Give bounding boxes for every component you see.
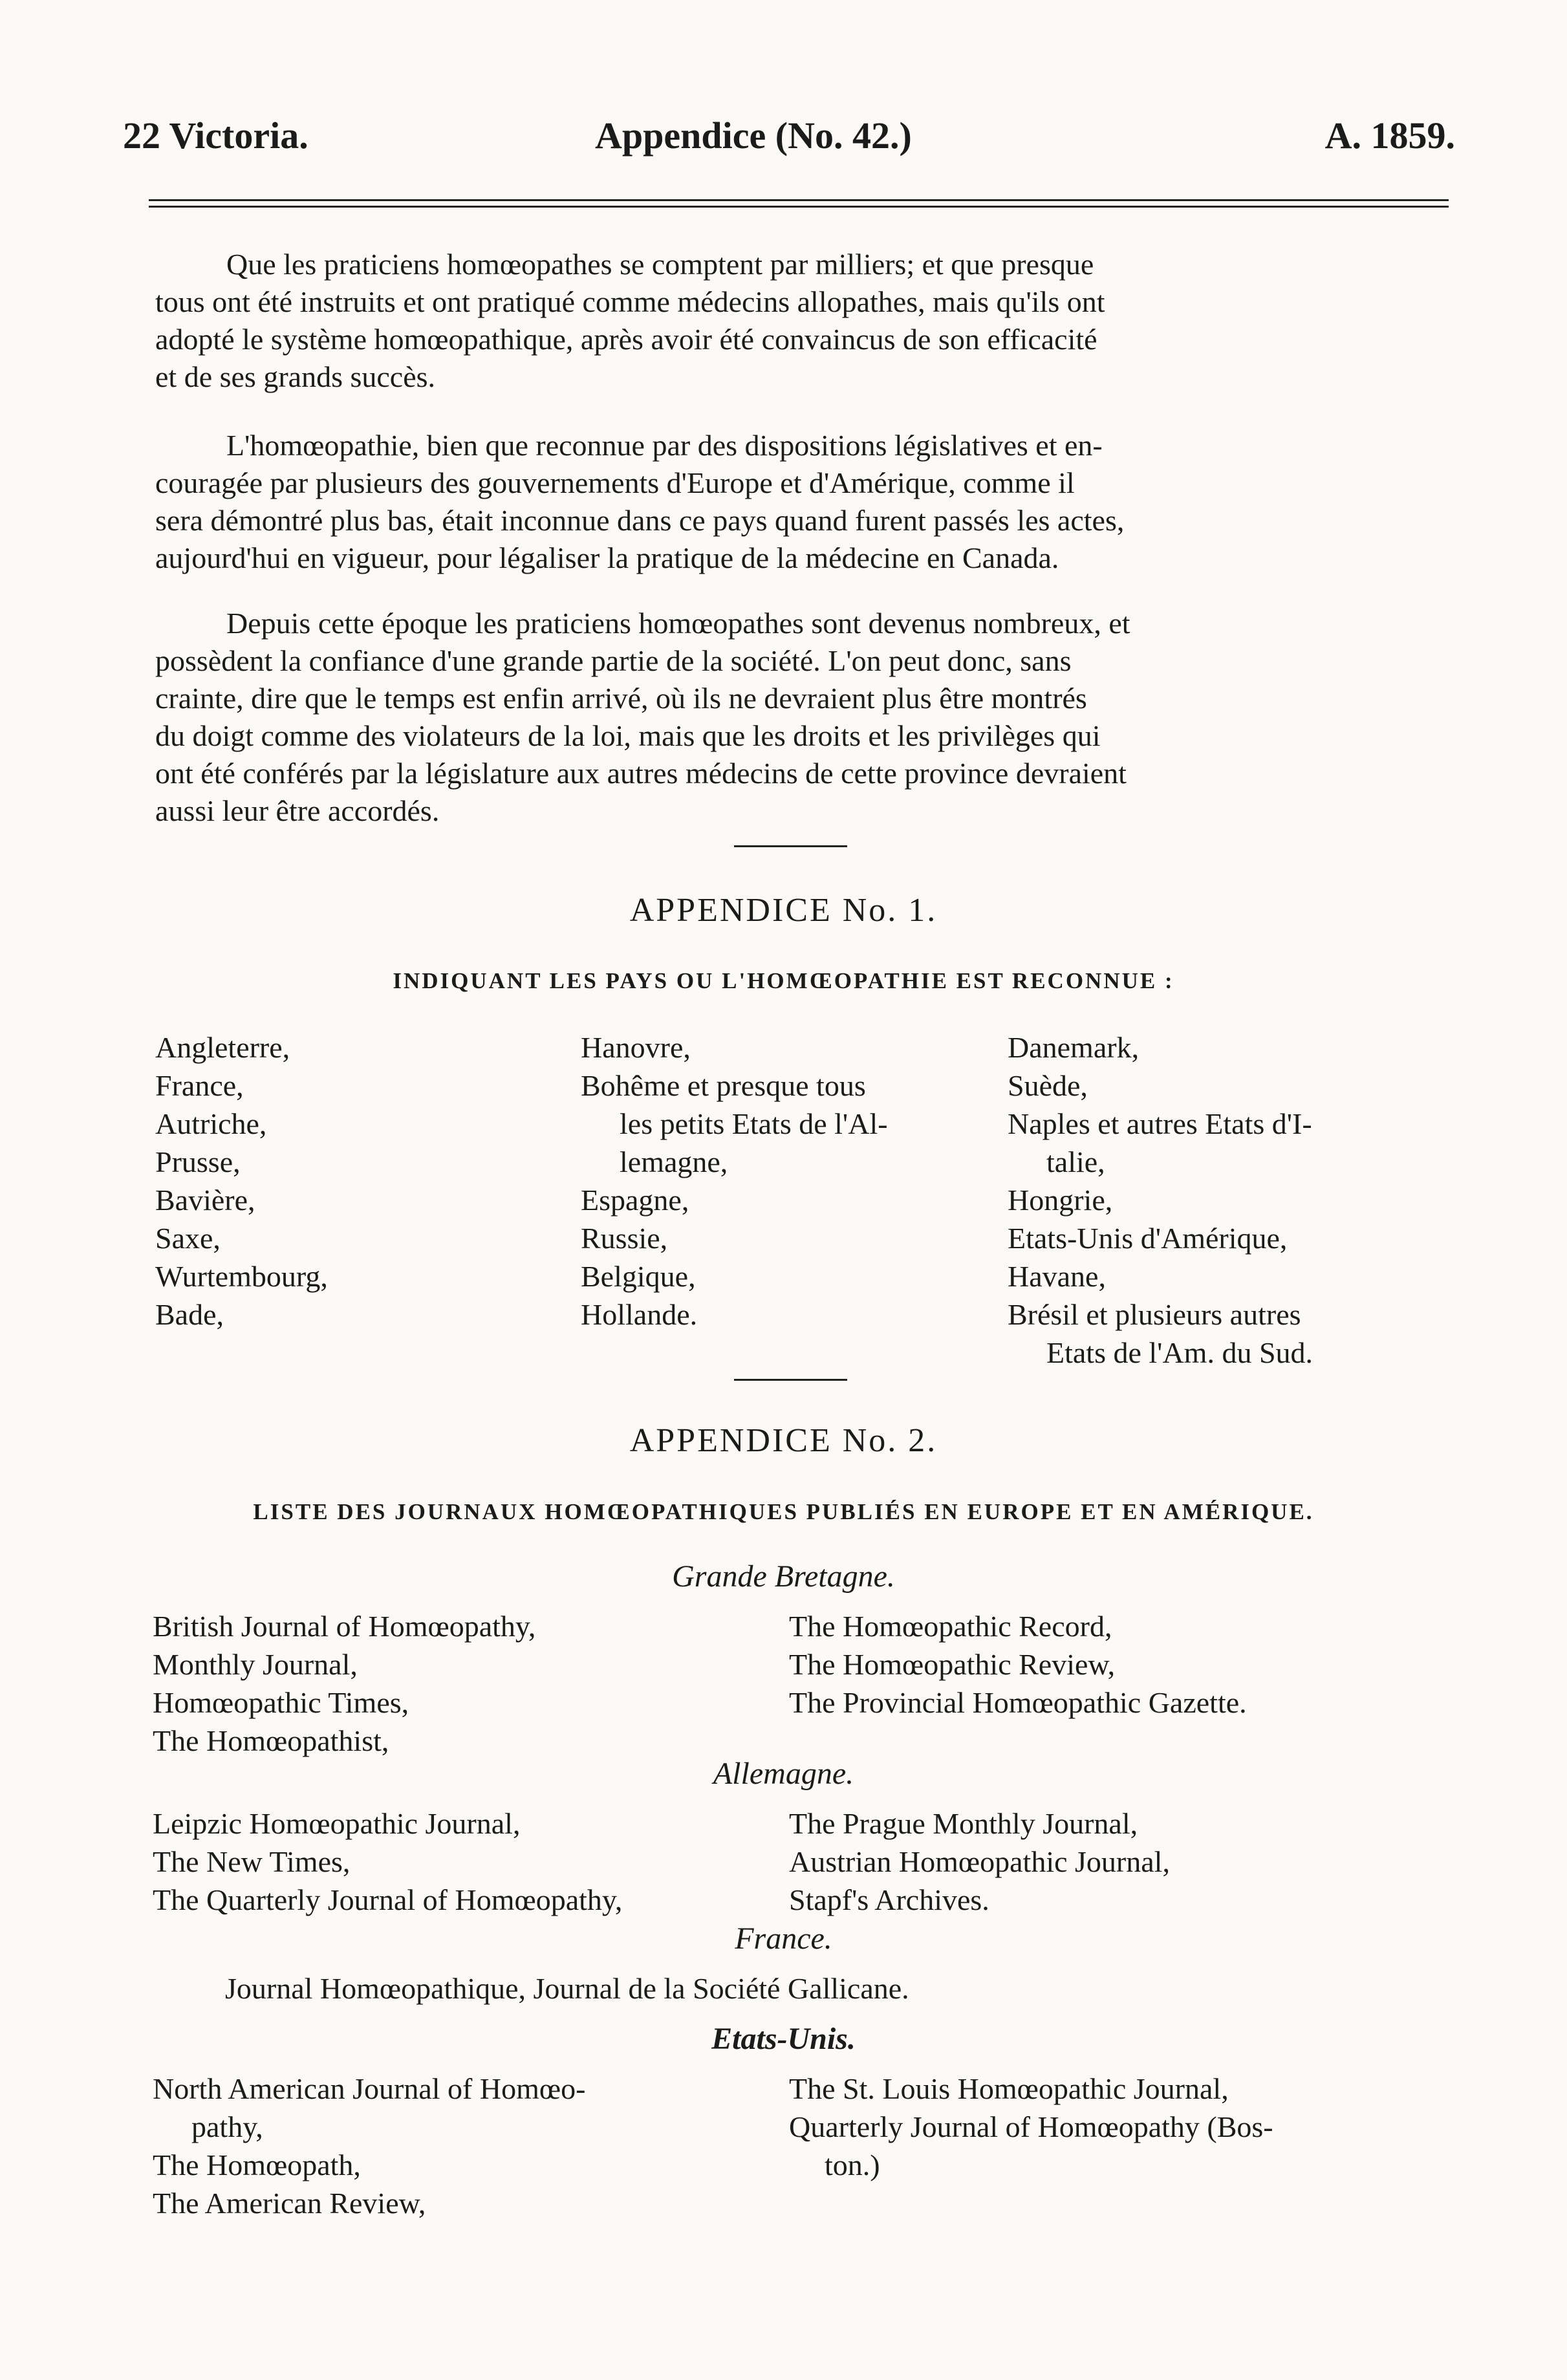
country-item: Russie, [581,1222,668,1255]
country-item: les petits Etats de l'Al- [620,1107,888,1140]
journal-item: Austrian Homœopathic Journal, [789,1845,1170,1878]
paragraph-2 [155,427,1439,577]
country-item: Angleterre, [155,1031,290,1064]
country-item: Hongrie, [1008,1184,1113,1217]
journals-de-left [153,1804,622,1919]
country-item: Etats-Unis d'Amérique, [1008,1222,1288,1255]
country-item: Belgique, [581,1260,696,1293]
para-line: Que les praticiens homœopathes se comptent par milliers; et que presque [226,248,1094,281]
para-line: adopté le système homœopathique, après avoir été convaincus de son efficacité [155,323,1097,356]
journal-item: Leipzic Homœopathic Journal, [153,1807,521,1840]
countries-column-3 [1008,1028,1313,1372]
country-item: Bade, [155,1298,224,1331]
country-item: lemagne, [620,1145,728,1178]
journal-item: The Quarterly Journal of Homœopathy, [153,1883,623,1916]
appendix-1-subtitle: INDIQUANT LES PAYS OU L'HOMŒOPATHIE EST RECONNUE : [393,968,1174,993]
header-rule-top [149,199,1449,201]
country-item: talie, [1046,1145,1105,1178]
page-header [123,114,1455,166]
country-item: Saxe, [155,1222,221,1255]
journals-fr [225,1969,909,2007]
journal-item: North American Journal of Homœo- [153,2072,586,2105]
journal-item: The St. Louis Homœopathic Journal, [789,2072,1229,2105]
journal-item: The Provincial Homœopathic Gazette. [789,1686,1247,1719]
country-item: France, [155,1069,244,1102]
journals-gb-right [789,1607,1247,1722]
country-item: Hanovre, [581,1031,691,1064]
header-rule-bottom [149,206,1449,208]
journal-item: The New Times, [153,1845,351,1878]
paragraph-1 [155,246,1439,396]
para-line: aussi leur être accordés. [155,794,440,827]
region-heading-de: Allemagne. [713,1757,854,1791]
header-session: 22 Victoria. [123,114,308,157]
journal-item: The Prague Monthly Journal, [789,1807,1138,1840]
journal-item: Homœopathic Times, [153,1686,409,1719]
journal-item: Journal Homœopathique, Journal de la Société Gallicane. [225,1972,909,2005]
journal-item: pathy, [191,2110,263,2143]
journal-item: The Homœopathic Review, [789,1648,1116,1681]
journal-item: Quarterly Journal of Homœopathy (Bos- [789,2110,1273,2143]
para-line: crainte, dire que le temps est enfin arrivé, où ils ne devraient plus être montrés [155,682,1087,715]
country-item: Wurtembourg, [155,1260,328,1293]
country-item: Bohême et presque tous [581,1069,866,1102]
para-line: du doigt comme des violateurs de la loi, mais que les droits et les privilèges qui [155,719,1101,752]
journal-item: British Journal of Homœopathy, [153,1610,536,1643]
country-item: Naples et autres Etats d'I- [1008,1107,1312,1140]
para-line: L'homœopathie, bien que reconnue par des dispositions législatives et en- [226,429,1103,462]
country-item: Espagne, [581,1184,689,1217]
country-item: Etats de l'Am. du Sud. [1046,1336,1313,1369]
journal-item: The Homœopathist, [153,1724,389,1757]
appendix-2-subtitle: LISTE DES JOURNAUX HOMŒOPATHIQUES PUBLIÉS EN EUROPE ET EN AMÉRIQUE. [253,1499,1314,1524]
para-line: tous ont été instruits et ont pratiqué comme médecins allopathes, mais qu'ils ont [155,285,1105,318]
journals-de-right [789,1804,1170,1919]
countries-column-1 [155,1028,328,1334]
section-divider [734,1379,847,1381]
appendix-2-title: APPENDICE No. 2. [629,1422,938,1459]
region-heading-fr: France. [735,1921,832,1956]
para-line: couragée par plusieurs des gouvernements d'Europe et d'Amérique, comme il [155,466,1075,499]
journal-item: The Homœopath, [153,2148,361,2181]
para-line: possèdent la confiance d'une grande partie de la société. L'on peut donc, sans [155,644,1072,677]
region-heading-gb: Grande Bretagne. [672,1559,895,1594]
journals-us-right [789,2070,1273,2184]
country-item: Brésil et plusieurs autres [1008,1298,1301,1331]
header-title: Appendice (No. 42.) [595,114,912,157]
journal-item: ton.) [825,2148,880,2181]
country-item: Bavière, [155,1184,255,1217]
header-year: A. 1859. [1324,114,1455,157]
journal-item: Monthly Journal, [153,1648,358,1681]
journal-item: Stapf's Archives. [789,1883,989,1916]
paragraph-3 [155,605,1439,830]
section-divider [734,845,847,847]
para-line: ont été conférés par la législature aux autres médecins de cette province devraient [155,757,1127,790]
journal-item: The Homœopathic Record, [789,1610,1112,1643]
journals-gb-left [153,1607,535,1760]
appendix-1-title: APPENDICE No. 1. [629,892,938,929]
country-item: Havane, [1008,1260,1106,1293]
para-line: sera démontré plus bas, était inconnue dans ce pays quand furent passés les actes, [155,504,1125,537]
country-item: Suède, [1008,1069,1088,1102]
para-line: aujourd'hui en vigueur, pour légaliser la pratique de la médecine en Canada. [155,541,1059,574]
country-item: Prusse, [155,1145,241,1178]
country-item: Autriche, [155,1107,267,1140]
region-heading-us: Etats-Unis. [711,2022,856,2056]
journals-us-left [153,2070,585,2222]
para-line: et de ses grands succès. [155,360,436,393]
para-line: Depuis cette époque les praticiens homœopathes sont devenus nombreux, et [226,607,1130,640]
country-item: Danemark, [1008,1031,1140,1064]
countries-column-2 [581,1028,888,1334]
country-item: Hollande. [581,1298,698,1331]
journal-item: The American Review, [153,2187,426,2220]
